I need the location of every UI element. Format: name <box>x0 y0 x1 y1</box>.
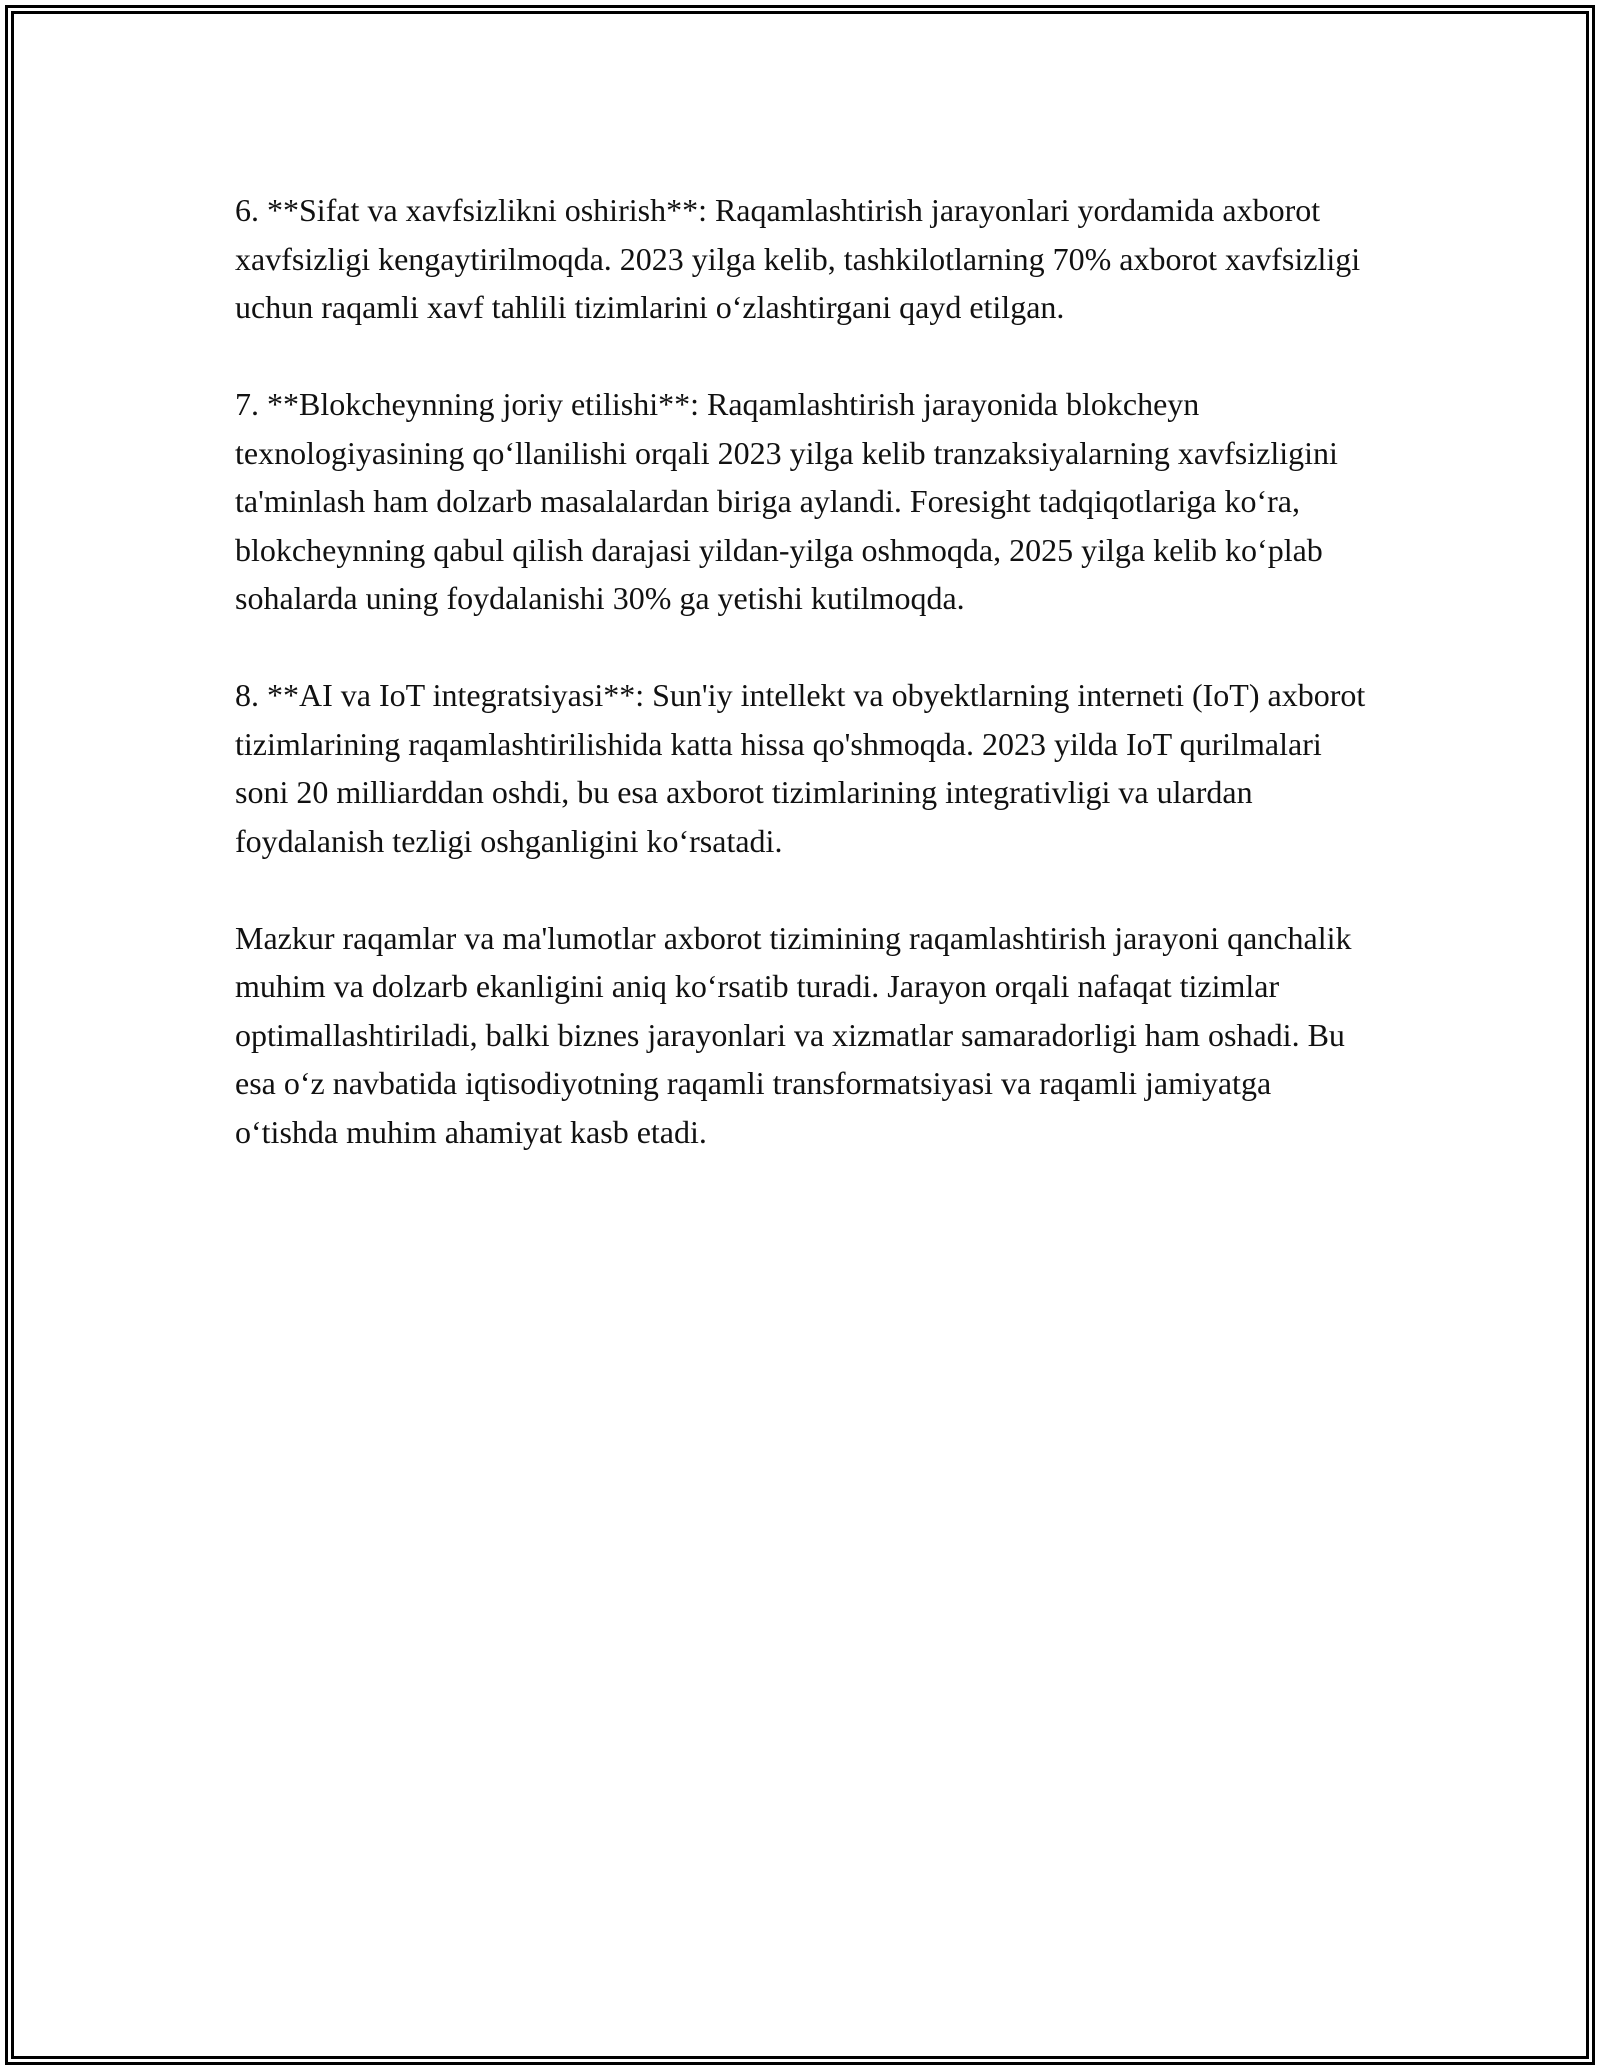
document-body <box>235 186 1375 1205</box>
paragraph-conclusion: Mazkur raqamlar va ma'lumotlar axborot tizimining raqamlashtirish jarayoni qanchalik muhim va dolzarb ekanligini aniq koʻrsatib turadi. Jarayon orqali nafaqat tizimlar optimallashtiriladi, balki biznes jarayonlari va xizmatlar samaradorligi ham oshadi. Bu esa oʻz navbatida iqtisodiyotning raqamli transformatsiyasi va raqamli jamiyatga oʻtishda muhim ahamiyat kasb etadi. <box>235 919 1352 1150</box>
paragraph-item-6: 6. **Sifat va xavfsizlikni oshirish**: Raqamlashtirish jarayonlari yordamida axborot xavfsizligi kengaytirilmoqda. 2023 yilga kelib, tashkilotlarning 70% axborot xavfsizligi uchun raqamli xavf tahlili tizimlarini oʻzlashtirgani qayd etilgan. <box>235 192 1361 325</box>
paragraph-item-7: 7. **Blokcheynning joriy etilishi**: Raqamlashtirish jarayonida blokcheyn texnologiyasining qoʻllanilishi orqali 2023 yilga kelib tranzaksiyalarning xavfsizligini ta'minlash ham dolzarb masalalardan biriga aylandi. Foresight tadqiqotlariga koʻra, blokcheynning qabul qilish darajasi yildan-yilga oshmoqda, 2025 yilga kelib koʻplab sohalarda uning foydalanishi 30% ga yetishi kutilmoqda. <box>235 386 1338 616</box>
paragraph-item-8: 8. **AI va IoT integratsiyasi**: Sun'iy intellekt va obyektlarning interneti (IoT) axborot tizimlarining raqamlashtirilishida katta hissa qo'shmoqda. 2023 yilda IoT qurilmalari soni 20 milliarddan oshdi, bu esa axborot tizimlarining integrativligi va ulardan foydalanish tezligi oshganligini koʻrsatadi. <box>235 677 1366 859</box>
